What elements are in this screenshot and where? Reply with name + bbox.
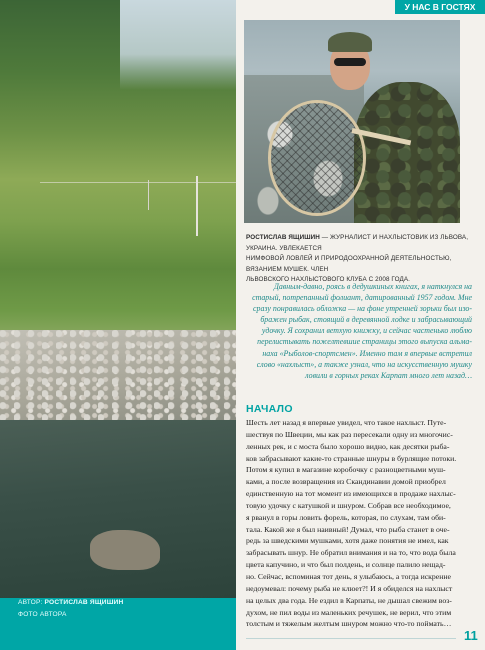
caption-line: НИМФОВОЙ ЛОВЛЕЙ И ПРИРОДООХРАННОЙ ДЕЯТЕЛЬНОСТЬЮ, ВЯЗАНИЕМ МУШЕК. ЧЛЕН: [246, 255, 452, 273]
page-number: 11: [464, 628, 478, 643]
body-line: ков забрасывают какие-то странные шнуры в бурлящие потоки.: [246, 453, 457, 463]
section-heading: НАЧАЛО: [246, 403, 293, 415]
caption-line: ЛЬВОВСКОГО НАХЛЫСТОВОГО КЛУБА С 2008 ГОДА.: [246, 276, 410, 283]
body-line: ками, а после возвращения из Скандинавии домой приобрел: [246, 477, 446, 487]
river-rock: [90, 530, 160, 570]
credit-author-name: РОСТИСЛАВ ЯЩИШИН: [44, 599, 124, 606]
body-line: я рванул в горы ловить форель, которая, по слухам, там оби-: [246, 512, 446, 522]
power-line: [40, 182, 236, 183]
body-line: Потом я купил в магазине коробочку с разноцветными муш-: [246, 465, 446, 475]
body-line: единственную на тот момент из имеющихся в продаже нахлыс-: [246, 489, 456, 499]
intro-line: ловили в горных реках Карпат много лет назад…: [305, 370, 472, 380]
power-pole-small: [148, 180, 149, 210]
intro-line: бражен рыбак, стоящий в деревянной лодке и забрасывающий: [260, 315, 472, 325]
credit-photo: ФОТО АВТОРА: [18, 611, 67, 618]
footer-rule: [246, 638, 456, 639]
body-line: забрасывать шнур. Не обратил внимания и на то, что вода была: [246, 548, 456, 558]
sunglasses: [334, 58, 366, 66]
body-line: но. Сейчас, вспоминая тот день, я улыбаюсь, а тогда искренне: [246, 571, 451, 581]
body-paragraph: [246, 417, 472, 630]
intro-line: слово «нахлыст», а также узнал, что на искусственную мушку: [256, 359, 472, 369]
person-jacket: [354, 82, 460, 223]
person-cap: [328, 32, 372, 52]
credit-author: [18, 599, 123, 606]
body-line: товую удочку с катушкой и шнуром. Собрав все необходимое,: [246, 500, 451, 510]
caption-line: — ЖУРНАЛИСТ И НАХЛЫСТОВИК ИЗ ЛЬВОВА, УКРАИНА. УВЛЕКАЕТСЯ: [246, 234, 469, 252]
river-water: [0, 420, 236, 598]
credit-author-label: АВТОР:: [18, 599, 45, 606]
body-line: редь за шведскими мушками, хотя даже понятия не имел, как: [246, 536, 449, 546]
photo-caption: [246, 233, 470, 286]
body-line: цвета капучино, и что был полдень, и солнце палило нещад-: [246, 560, 446, 570]
body-line: недоумевал: почему рыба не клюет?! И я обиделся на нахлыст: [246, 583, 453, 593]
body-line: толстым и тяжелым желтым шнуром можно что-то поймать…: [246, 619, 452, 629]
intro-line: удочку. Я сохранил ветхую книжку, и сейчас частенько люблю: [261, 326, 472, 336]
portrait-photo: [244, 20, 460, 223]
caption-name: РОСТИСЛАВ ЯЩИШИН: [246, 234, 320, 241]
body-line: ленных рек, и с моста было хорошо видно, как десятки рыба-: [246, 441, 450, 451]
body-line: шествуя по Швеции, мы как раз пересекали одну из многочис-: [246, 429, 453, 439]
body-line: Шесть лет назад я впервые увидел, что такое нахлыст. Путе-: [246, 418, 447, 427]
intro-paragraph: [246, 281, 472, 381]
intro-line: старый, потрепанный фолиант, датированный 1957 годом. Мне: [252, 293, 472, 303]
sky-area: [120, 0, 236, 90]
intro-line: сразу понравилась обложка — на фоне утренней зорьки был изо-: [253, 304, 472, 314]
power-pole: [196, 176, 198, 236]
intro-line: перелистывать пожелтевшие страницы этого выпуска альма-: [257, 337, 472, 347]
body-line: на целых два года. Не ездил в Карпаты, не дышал свежим воз-: [246, 595, 452, 605]
intro-line: наха «Рыболов-спортсмен». Именно там я впервые встретил: [262, 348, 472, 358]
body-line: духом, не пил воды из маленьких речушек, не верил, что этим: [246, 607, 452, 617]
intro-line: Давным-давно, роясь в дедушкиных книгах, я наткнулся на: [273, 282, 472, 291]
landing-net: [268, 100, 366, 216]
body-line: тала. Какой же я был наивный! Думал, что рыба станет в оче-: [246, 524, 450, 534]
section-label: У НАС В ГОСТЯХ: [395, 0, 485, 14]
landscape-photo: [0, 0, 236, 598]
